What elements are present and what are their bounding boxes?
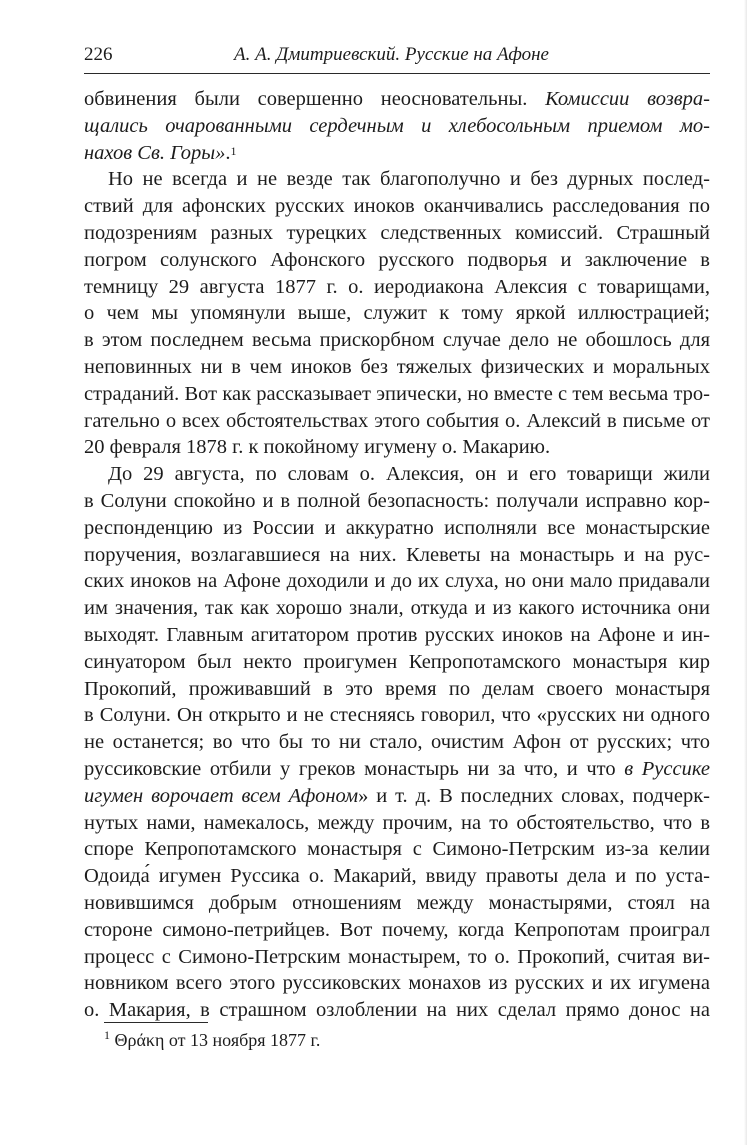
text-line bbox=[84, 622, 710, 649]
text-run: погром солунского Афонского русского подворья и заключение в bbox=[84, 248, 710, 271]
text-run: нутых нами, намекалось, между прочим, на то обстоятельство, что в bbox=[84, 811, 710, 834]
footnote-text: от 13 ноября 1877 г. bbox=[164, 1030, 321, 1050]
text-line bbox=[84, 327, 710, 354]
text-line bbox=[84, 461, 710, 488]
running-title: А. А. Дмитриевский. Русские на Афоне bbox=[234, 44, 549, 65]
text-line bbox=[84, 113, 710, 140]
footnote bbox=[104, 1030, 320, 1051]
text-line bbox=[84, 944, 710, 971]
text-run: в этом последнем весьма прискорбном случае дело не обошлось для bbox=[84, 329, 710, 352]
text-line bbox=[84, 756, 710, 783]
text-line bbox=[84, 300, 710, 327]
text-run: руссиковские отбили у греков монастырь ни за что, и что bbox=[84, 757, 625, 780]
text-line bbox=[84, 568, 710, 595]
text-line bbox=[84, 676, 710, 703]
italic-text: Комиссии возвра- bbox=[545, 88, 710, 110]
text-line bbox=[84, 863, 710, 890]
text-run: Прокопий, проживавший в это время по делам своего монастыря bbox=[84, 677, 710, 700]
text-run: поручения, возлагавшиеся на них. Клеветы на монастырь и на рус- bbox=[84, 543, 710, 566]
body-text bbox=[84, 86, 710, 1024]
text-line bbox=[84, 970, 710, 997]
italic-text: нахов Св. Горы» bbox=[84, 141, 226, 164]
text-line bbox=[84, 702, 710, 729]
text-run: ствий для афонских русских иноков оканчивались расследования по bbox=[84, 195, 710, 218]
footnote-reference: 1 bbox=[230, 143, 237, 158]
text-run: новником всего этого руссиковских монахов из русских и их игумена bbox=[84, 972, 710, 995]
text-run: неповинных ни в чем иноков без тяжелых физических и моральных bbox=[84, 355, 710, 378]
text-line bbox=[84, 354, 710, 381]
text-line bbox=[84, 836, 710, 863]
text-run: в Солуни. Он открыто и не стесняясь говорил, что «русских ни одного bbox=[84, 704, 710, 727]
text-run: в Солуни спокойно и в полной безопасность: получали исправно кор- bbox=[84, 489, 710, 512]
header-rule bbox=[84, 73, 710, 74]
italic-text: щались очарованными сердечным и хлебосольным приемом мо- bbox=[84, 114, 710, 137]
text-line bbox=[84, 274, 710, 301]
text-line bbox=[84, 140, 710, 167]
italic-text: в Руссике bbox=[624, 757, 710, 780]
text-line bbox=[84, 810, 710, 837]
text-line bbox=[84, 890, 710, 917]
text-run: стороне симоно-петрийцев. Вот почему, когда Кепропотам проиграл bbox=[84, 918, 710, 941]
text-run: страданий. Вот как рассказывает эпически, но вместе с тем весьма тро- bbox=[84, 382, 710, 405]
text-run: им значения, так как хорошо знали, откуда и из какого источника они bbox=[84, 597, 710, 620]
text-run: обвинения были совершенно неосновательны. bbox=[84, 88, 546, 110]
footnote-marker: 1 bbox=[104, 1028, 110, 1042]
text-run: ских иноков на Афоне доходили и до их слуха, но они мало придавали bbox=[84, 570, 710, 593]
text-run: Одоида́ игумен Руссика о. Макарий, ввиду правоты дела и по уста- bbox=[84, 865, 710, 888]
text-run: 20 февраля 1878 г. к покойному игумену о. Макарию. bbox=[84, 436, 551, 459]
text-run: о чем мы упомянули выше, служит к тому яркой иллюстрацией; bbox=[84, 302, 710, 325]
text-line bbox=[84, 917, 710, 944]
text-line bbox=[84, 193, 710, 220]
text-line bbox=[84, 247, 710, 274]
text-run: не останется; во что бы то ни стало, очистим Афон от русских; что bbox=[84, 731, 710, 754]
text-line bbox=[84, 86, 710, 113]
text-line bbox=[84, 542, 710, 569]
text-line bbox=[84, 408, 710, 435]
text-run: гательно о всех обстоятельствах этого события о. Алексий в письме от bbox=[84, 409, 710, 432]
text-line bbox=[84, 595, 710, 622]
page-header bbox=[84, 40, 710, 70]
text-run: темницу 29 августа 1877 г. о. иеродиакона Алексия с товарищами, bbox=[84, 275, 710, 298]
text-run: . bbox=[225, 141, 231, 164]
text-line bbox=[84, 381, 710, 408]
text-line bbox=[84, 783, 710, 810]
text-line bbox=[84, 220, 710, 247]
text-run: синуатором был некто проигумен Кепропотамского монастыря кир bbox=[84, 650, 710, 673]
text-run: о. Макария, в страшном озлоблении на них сделал прямо донос на bbox=[84, 999, 710, 1022]
text-line bbox=[84, 515, 710, 542]
text-line bbox=[84, 166, 710, 193]
text-line bbox=[84, 434, 710, 461]
text-run: процесс с Симоно-Петрским монастырем, то о. Прокопий, считая ви- bbox=[84, 945, 710, 968]
text-line bbox=[84, 729, 710, 756]
footnote-source-title: Θράκη bbox=[114, 1030, 165, 1050]
text-run: новившимся добрым отношениям между монастырями, стоял на bbox=[84, 891, 710, 914]
text-run: респонденцию из России и аккуратно исполняли все монастырские bbox=[84, 516, 710, 539]
text-run: подозрениям разных турецких следственных комиссий. Страшный bbox=[84, 221, 710, 244]
text-line bbox=[84, 649, 710, 676]
text-run: До 29 августа, по словам о. Алексия, он и его товарищи жили bbox=[108, 463, 710, 486]
page-number: 226 bbox=[84, 44, 113, 65]
text-line bbox=[84, 488, 710, 515]
text-line bbox=[84, 997, 710, 1024]
italic-text: игумен ворочает всем Афоном bbox=[84, 784, 359, 807]
footnote-rule bbox=[104, 1022, 208, 1023]
text-run: выходят. Главным агитатором против русских иноков на Афоне и ин- bbox=[84, 623, 710, 646]
text-run: Но не всегда и не везде так благополучно и без дурных послед- bbox=[108, 168, 710, 191]
text-run: споре Кепропотамского монастыря с Симоно-Петрским из-за келии bbox=[84, 838, 710, 861]
text-run: » и т. д. В последних словах, подчерк- bbox=[358, 784, 710, 807]
